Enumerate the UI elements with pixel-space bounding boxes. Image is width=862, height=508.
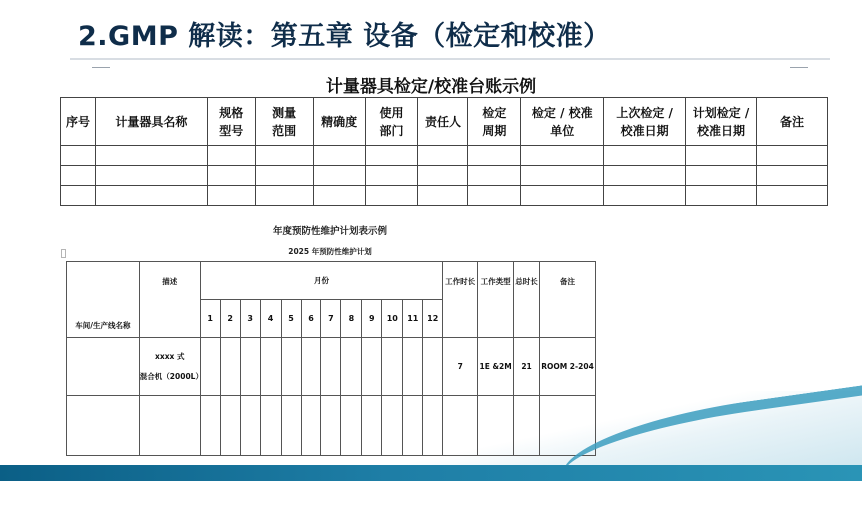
month-cell: 12 [423,300,443,338]
header-cell-months-group: 月份 [200,262,442,300]
maintenance-schedule-table [66,261,596,456]
month-cell: 9 [362,300,382,338]
slide-title: 2.GMP 解读：第五章 设备（检定和校准） [78,21,611,52]
remark-cell: ROOM 2-204 [540,338,596,396]
month-cell: 8 [341,300,362,338]
header-cell-instrument-name: 计量器具名称 [95,98,207,146]
month-cell: 2 [220,300,240,338]
month-cell: 7 [321,300,341,338]
work-type-cell: 1E &2M [478,338,514,396]
corner-mark-left [92,67,110,68]
month-cell: 5 [281,300,301,338]
header-cell-desc: 描述 [139,262,200,338]
month-cell: 1 [200,300,220,338]
table-row [61,166,828,186]
desc-cell: xxxx 式 混合机（2000L） [139,338,200,396]
footer-arc [556,382,862,507]
total-hours-cell: 21 [514,338,540,396]
footer-band [0,465,862,481]
header-cell-last-date: 上次检定 / 校准日期 [604,98,686,146]
table-row [67,396,596,456]
table-row [61,146,828,166]
header-cell-owner: 责任人 [418,98,468,146]
header-cell-seq: 序号 [61,98,96,146]
header-cell-spec-model: 规格 型号 [207,98,255,146]
header-cell-remark: 备注 [756,98,827,146]
title-divider [70,58,830,60]
ledger-header-row [61,98,828,146]
month-cell: 4 [260,300,281,338]
corner-mark-right [790,67,808,68]
schedule-caption: 年度预防性维护计划表示例 [272,226,387,237]
work-hours-cell: 7 [443,338,478,396]
header-cell-dept: 使用 部门 [365,98,418,146]
header-cell-unit: 检定 / 校准 单位 [521,98,604,146]
area-cell [67,338,140,396]
header-cell-plan-date: 计划检定 / 校准日期 [686,98,757,146]
ledger-title: 计量器具检定/校准台账示例 [325,77,537,97]
header-cell-work-type: 工作类型 [478,262,514,338]
month-cell: 3 [240,300,260,338]
header-cell-measure-range: 测量 范围 [255,98,313,146]
month-cell: 10 [382,300,403,338]
schedule-subcaption: 2025 年预防性维护计划 [288,247,372,256]
month-cell: 6 [301,300,321,338]
table-row [67,338,596,396]
month-cell: 11 [403,300,423,338]
header-cell-cycle: 检定 周期 [468,98,521,146]
header-cell-total-hours: 总时长 [514,262,540,338]
header-cell-remark: 备注 [540,262,596,338]
anchor-marker [61,249,66,258]
schedule-header-row-1 [67,262,596,300]
header-cell-area: 车间/生产线名称 [67,262,140,338]
header-cell-accuracy: 精确度 [313,98,365,146]
ledger-table [60,97,828,206]
header-cell-work-hours: 工作时长 [443,262,478,338]
table-row [61,186,828,206]
